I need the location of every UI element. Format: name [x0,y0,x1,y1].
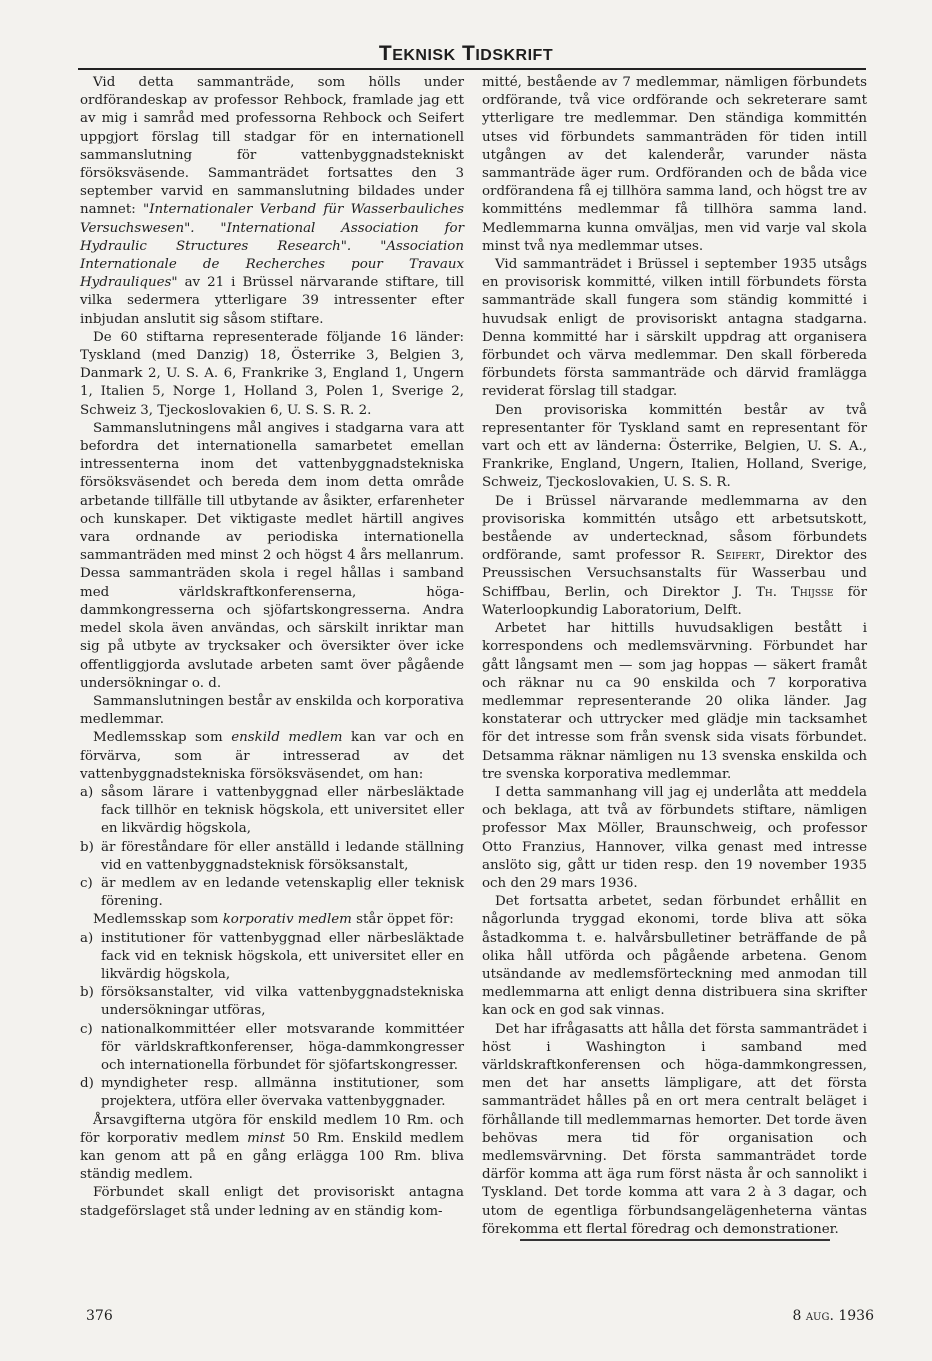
title-rest-1: EKNISK [392,47,456,64]
membership-criteria-individual [80,784,464,911]
list-item [80,839,464,875]
paragraph [80,1112,464,1185]
paragraph: Det fortsatta arbetet, sedan förbundet erhållit en någorlunda tryggad ekonomi, torde bliva att söka åstadkomma t. e. halvårsbulletiner beträffande de på olika håll utförda och pågående arbetena. Genom utsändande av medlemsförteckning med anmodan till medlemmarna att enligt denna distribuera sina skrifter kan ock en god sak vinnas. [482,894,867,1019]
list-text: myndigheter resp. allmänna institutioner, som projektera, utföra eller övervaka vattenbyggnader. [101,1076,464,1110]
list-marker: d) [80,1076,94,1092]
title-rest-2: IDSKRIFT [475,47,554,64]
paragraph [482,493,867,620]
list-marker: a) [80,784,94,800]
org-name-french: "Association Internationale de Recherches pour Travaux Hydrauliques" [80,238,464,291]
paragraph: De 60 stiftarna representerade följande 16 länder: Tyskland (med Danzig) 18, Österrike 3, Belgien 3, Danmark 2, U. S. A. 6, Frankrike 3, England 1, Ungern 1, Italien 5, Norge 1, Holland 3, Polen 1, Sverige 2, Schweiz 3, Tjeckoslovakien 6, U. S. S. R. 2. [80,329,464,418]
paragraph: Den provisoriska kommittén består av två representanter för Tyskland samt en representant för vart och ett av länderna: Österrike, Belgien, U. S. A., Frankrike, England, Ungern, Italien, Holland, Sverige, Schweiz, Tjeckoslovakien, U. S. S. R. [482,402,867,491]
person-name: Th. Thijsse [755,584,834,600]
text-run: står öppet för: [356,912,454,928]
list-text: institutioner för vattenbyggnad eller närbesläktade fack vid en teknisk högskola, ett universitet eller en likvärdig högskola, [101,930,464,982]
person-name: Seifert [715,548,761,564]
list-text: nationalkommittéer eller motsvarande kommittéer för världskraftkonferenser, höga-dammkongresser och internationella förbundet för sjöfartskongresser. [101,1021,464,1073]
issue-date [792,1308,874,1324]
paragraph: Sammanslutningen består av enskilda och korporativa medlemmar. [80,693,464,728]
list-text: såsom lärare i vattenbyggnad eller närbesläktade fack tillhör en teknisk högskola, ett universitet eller en likvärdig högskola, [101,784,464,837]
text-run: för Waterloopkundig Laboratorium, Delft. [482,584,867,618]
list-text: försöksanstalter, vid vilka vattenbyggnadstekniska undersökningar utföras, [101,985,464,1019]
list-item [80,1021,464,1076]
list-text: är medlem av en ledande vetenskaplig eller teknisk förening. [101,875,464,910]
paragraph: Förbundet skall enligt det provisoriskt antagna stadgeförslaget stå under ledning av en ständig kom- [80,1185,464,1219]
list-marker: b) [80,839,94,855]
list-marker: c) [80,1021,93,1037]
text-run: De i Brüssel närvarande medlemmarna av den provisoriska kommittén utsågo ett arbetsutskott, bestående av undertecknad, såsom förbundets ordförande, samt professor R. [482,493,867,564]
page-number: 376 [86,1308,113,1324]
org-name-english: "International Association for Hydraulic Structures Research". [80,220,465,254]
list-marker: b) [80,985,94,1001]
date-month: aug. [805,1308,834,1324]
list-text: är föreståndare för eller anställd i ledande ställning vid en vattenbyggnadsteknisk försöksanstalt, [101,839,464,873]
emphasis: korporativ medlem [222,912,352,928]
paragraph: Arbetet har hittills huvudsakligen bestått i korrespondens och medlemsvärvning. Förbundet har gått långsamt men — som jag hoppas — säkert framåt och räknar nu ca 90 enskilda och 7 korporativa medlemmar representerande 20 olika länder. Jag konstaterar och uttrycker med glädje min tacksamhet för det intresse som från svensk sida visats förbundet. Detsamma räknar nämligen nu 13 svenska enskilda och tre svenska korporativa medlemmar. [482,621,867,782]
paragraph: mitté, bestående av 7 medlemmar, nämligen förbundets ordförande, två vice ordförande och sekreterare samt ytterligare tre medlemmar. Den ständiga kommittén utses vid förbundets sammanträden för tiden intill utgången av det kalenderår, varunder nästa sammanträde äger rum. Ordföranden och de båda vice ordförandena få ej tillhöra samma land, och högst tre av kommitténs medlemmar få tillhöra samma land. Medlemmarna kunna omväljas, men vid varje val skola minst två nya medlemmar utses. [482,75,867,254]
text-run: kan var och en förvärva, som är intresserad av det vattenbyggnadstekniska försöksväsendet, om han: [80,730,465,782]
text-run: Medlemsskap som [93,730,223,746]
journal-title [0,42,932,66]
left-column [80,74,464,1221]
paragraph [80,74,464,329]
title-cap-1: T [378,42,393,65]
paragraph: I detta sammanhang vill jag ej underlåta att meddela och beklaga, att två av förbundets stiftare, nämligen professor Max Möller, Braunschweig, och professor Otto Franzius, Hannover, vilka genast med intresse anslöto sig, gått ur tiden resp. den 19 november 1935 och den 29 mars 1936. [482,784,867,891]
paragraph: Det har ifrågasatts att hålla det första sammanträdet i höst i Washington i samband med världskraftkonferensen och höga-dammkongressen, men det har ansetts lämpligare, att det första sammanträdet hålles på en ort mera centralt beläget i förhållande till medlemmarnas hemorter. Det torde även behövas mera tid för organisation och medlemsvärvning. Det första sammanträdet torde därför komma att äga rum först nästa år och sannolikt i Tyskland. Det torde komma att vara 2 à 3 dagar, och utom de egentliga förbundsangelägenheterna väntas förekomma ett flertal föredrag och demonstrationer. [482,1021,867,1237]
title-cap-2: T [462,42,476,65]
list-marker: c) [80,875,93,891]
list-item [80,875,464,911]
text-run: Vid detta sammanträde, som hölls under ordförandeskap av professor Rehbock, framlade jag ett av mig i samråd med professorna Rehbock och Seifert uppgjort förslag till stadgar för en internationell sammanslutning för vattenbyggnadstekniskt försöksväsende. Sammanträdet fortsattes den 3 september varvid en sammanslutning bildades under namnet: [80,75,464,218]
paragraph [80,729,464,784]
text-run: 50 Rm. Enskild medlem kan genom att på en gång erlägga 100 Rm. bliva ständig medlem. [80,1130,465,1183]
paragraph: Sammanslutningens mål angives i stadgarna vara att befordra det internationella samarbetet emellan intressenterna inom det vattenbyggnadstekniska försöksväsendet och bereda dem inom detta område arbetande tillfälle till utbytande av åsikter, erfarenheter och kunskaper. Det viktigaste medlet härtill angives vara ordnande av periodiska internationella sammanträden med minst 2 och högst 4 års mellanrum. Dessa sammanträden skola i regel hållas i samband med världskraftkonferenserna, höga-dammkongresserna och sjöfartskongresserna. Andra medel skola även användas, och särskilt inriktar man sig på utbyte av trycksaker och översikter över icke offentliggjorda avslutade arbeten samt över pågående undersökningar o. d. [80,420,464,691]
paragraph [80,911,464,929]
header-rule [78,68,866,70]
paragraph: Vid sammanträdet i Brüssel i september 1935 utsågs en provisorisk kommitté, vilken intill förbundets första sammanträde skall fungera som ständig kommitté i huvudsak enligt de provisoriskt antagna stadgarna. Denna kommitté har i särskilt uppdrag att organisera förbundet och värva medlemmar. Den skall förbereda förbundets första sammanträde och därvid framlägga reviderat förslag till stadgar. [482,257,867,400]
list-item [80,984,464,1020]
text-run: Medlemsskap som [93,912,219,928]
list-marker: a) [80,930,94,946]
emphasis: enskild medlem [231,730,343,746]
text-run: av 21 i Brüssel närvarande stiftare, till vilka sedermera ytterligare 39 intressenter efter inbjudan anslutit sig såsom stiftare. [80,275,464,327]
emphasis: minst [247,1130,285,1146]
text-run: , Direktor des Preussischen Versuchsanstalts für Wasserbau und Schiffbau, Berlin, och Direktor J. [482,548,867,600]
date-day: 8 [792,1308,802,1324]
date-year: 1936 [838,1308,874,1324]
list-item [80,1075,464,1111]
list-item [80,784,464,839]
membership-criteria-corporate [80,930,464,1112]
text-run: Årsavgifterna utgöra för enskild medlem 10 Rm. och för korporativ medlem [80,1112,464,1146]
list-item [80,930,464,985]
right-column [482,74,867,1239]
end-rule [520,1239,830,1241]
org-name-german: "Internationaler Verband für Wasserbauliches Versuchswesen". [80,202,464,236]
